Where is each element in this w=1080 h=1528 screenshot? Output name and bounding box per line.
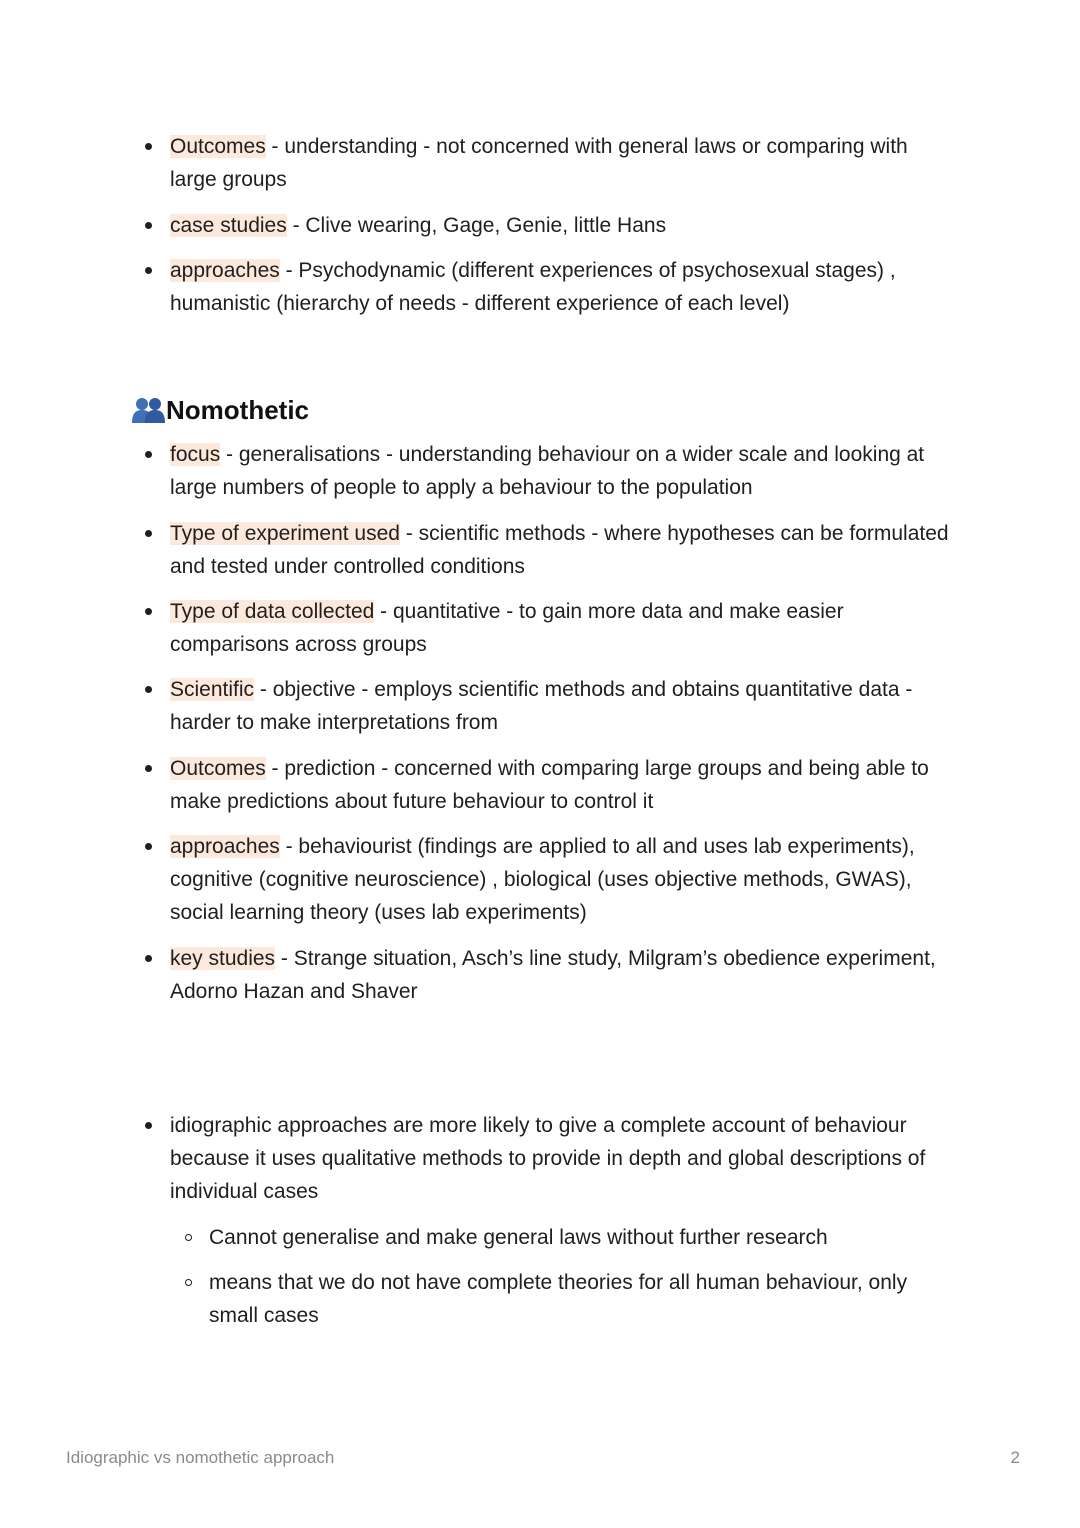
- list-item: [170, 130, 950, 196]
- sub-list-item: means that we do not have complete theories for all human behaviour, only small cases: [209, 1266, 949, 1332]
- term-highlight: Type of experiment used: [170, 522, 400, 545]
- list-item: [170, 673, 950, 739]
- term-highlight: Type of data collected: [170, 600, 375, 623]
- item-text: - prediction - concerned with comparing large groups and being able to make predictions about future behaviour to control it: [170, 757, 929, 813]
- item-text: - quantitative - to gain more data and make easier comparisons across groups: [170, 600, 844, 656]
- item-text: - Strange situation, Asch’s line study, Milgram’s obedience experiment, Adorno Hazan and Shaver: [170, 947, 936, 1003]
- people-icon: [132, 397, 166, 423]
- section-title: Nomothetic: [166, 394, 309, 425]
- list-item: [170, 438, 950, 504]
- term-highlight: case studies: [170, 214, 287, 237]
- item-text: - objective - employs scientific methods and obtains quantitative data - harder to make interpretations from: [170, 678, 913, 734]
- list-item: [170, 517, 950, 583]
- page-number: 2: [1010, 1448, 1020, 1467]
- item-text: - understanding - not concerned with general laws or comparing with large groups: [170, 135, 908, 191]
- list-item: [170, 254, 950, 320]
- term-highlight: approaches: [170, 835, 280, 858]
- list-item: [170, 942, 950, 1008]
- term-highlight: focus: [170, 443, 221, 466]
- footer-title: Idiographic vs nomothetic approach: [66, 1448, 335, 1467]
- section-heading: [132, 392, 309, 428]
- term-highlight: key studies: [170, 947, 276, 970]
- item-text: - generalisations - understanding behaviour on a wider scale and looking at large numbers of people to apply a behaviour to the population: [170, 443, 925, 499]
- list-item: [170, 209, 950, 242]
- item-text: - behaviourist (findings are applied to all and uses lab experiments), cognitive (cognitive neuroscience) , biological (uses objective methods, GWAS), social learning theory (uses lab experiments): [170, 835, 915, 924]
- sub-list-item: Cannot generalise and make general laws without further research: [209, 1221, 949, 1254]
- list-item: [170, 830, 950, 929]
- list-item: [170, 595, 950, 661]
- item-text: - Psychodynamic (different experiences of psychosexual stages) , humanistic (hierarchy of needs - different experience of each level): [170, 259, 896, 315]
- list-item: idiographic approaches are more likely to give a complete account of behaviour because it uses qualitative methods to provide in depth and global descriptions of individual cases: [170, 1109, 950, 1208]
- term-highlight: Outcomes: [170, 757, 266, 780]
- term-highlight: Outcomes: [170, 135, 266, 158]
- term-highlight: Scientific: [170, 678, 255, 701]
- item-text: - Clive wearing, Gage, Genie, little Hans: [286, 214, 667, 237]
- list-item: [170, 752, 950, 818]
- item-text: - scientific methods - where hypotheses can be formulated and tested under controlled conditions: [170, 522, 949, 578]
- term-highlight: approaches: [170, 259, 280, 282]
